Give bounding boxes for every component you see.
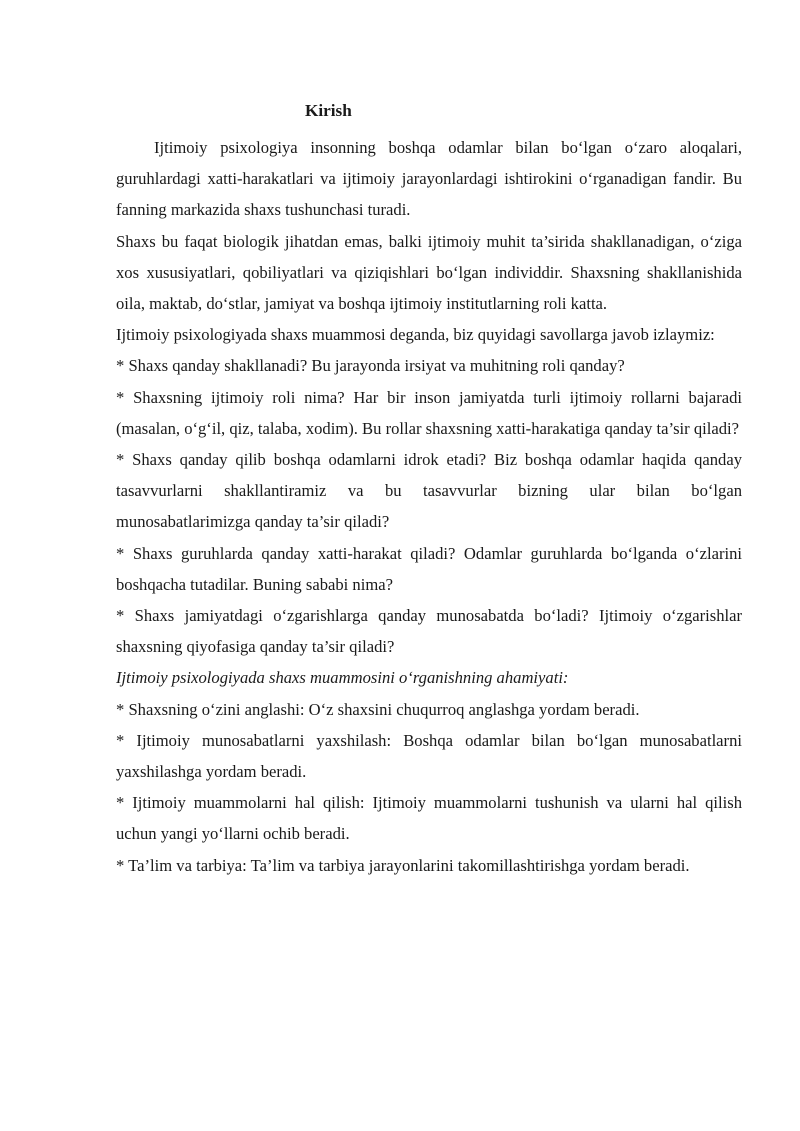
page-title: Kirish	[305, 101, 352, 120]
list-item-question-4: * Shaxs guruhlarda qanday xatti-harakat qiladi? Odamlar guruhlarda bo‘lganda o‘zlarini boshqacha tutadilar. Buning sababi nima?	[116, 543, 742, 594]
document-body	[116, 95, 742, 881]
list-item-question-1: * Shaxs qanday shakllanadi? Bu jarayonda irsiyat va muhitning roli qanday?	[116, 356, 625, 376]
list-item-importance-1: * Shaxsning o‘zini anglashi: O‘z shaxsini chuqurroq anglashga yordam beradi.	[116, 699, 640, 719]
section-subheading: Ijtimoiy psixologiyada shaxs muammosini o‘rganishning ahamiyati:	[116, 668, 569, 688]
list-item-question-3: * Shaxs qanday qilib boshqa odamlarni idrok etadi? Biz boshqa odamlar haqida qanday tasavvurlarni shakllantiramiz va bu tasavvurlar bizning ular bilan bo‘lgan munosabatlarimizga qanday ta’sir qiladi?	[116, 450, 742, 532]
list-item-importance-2: * Ijtimoiy munosabatlarni yaxshilash: Boshqa odamlar bilan bo‘lgan munosabatlarni yaxshilashga yordam beradi.	[116, 730, 742, 782]
list-item-question-2: * Shaxsning ijtimoiy roli nima? Har bir inson jamiyatda turli ijtimoiy rollarni bajaradi (masalan, o‘g‘il, qiz, talaba, xodim). Bu rollar shaxsning xatti-harakatiga qanday ta’sir qiladi?	[116, 387, 742, 438]
paragraph-questions-intro: Ijtimoiy psixologiyada shaxs muammosi deganda, biz quyidagi savollarga javob izlaymiz:	[116, 325, 715, 345]
list-item-question-5: * Shaxs jamiyatdagi o‘zgarishlarga qanday munosabatda bo‘ladi? Ijtimoiy o‘zgarishlar shaxsning qiyofasiga qanday ta’sir qiladi?	[116, 606, 742, 657]
paragraph-definition: Shaxs bu faqat biologik jihatdan emas, balki ijtimoiy muhit ta’sirida shakllanadigan, o‘ziga xos xususiyatlari, qobiliyatlari va qiziqishlari bo‘lgan individdir. Shaxsning shakllanishida oila, maktab, do‘stlar, jamiyat va boshqa ijtimoiy institutlarning roli katta.	[116, 231, 742, 314]
paragraph-intro: Ijtimoiy psixologiya insonning boshqa odamlar bilan bo‘lgan o‘zaro aloqalari, guruhlardagi xatti-harakatlari va ijtimoiy jarayonlardagi ishtirokini o‘rganadigan fandir. Bu fanning markazida shaxs tushunchasi turadi.	[116, 138, 742, 220]
list-item-importance-4: * Ta’lim va tarbiya: Ta’lim va tarbiya jarayonlarini takomillashtirishga yordam beradi.	[116, 855, 690, 875]
list-item-importance-3: * Ijtimoiy muammolarni hal qilish: Ijtimoiy muammolarni tushunish va ularni hal qilish uchun yangi yo‘llarni ochib beradi.	[116, 793, 742, 844]
